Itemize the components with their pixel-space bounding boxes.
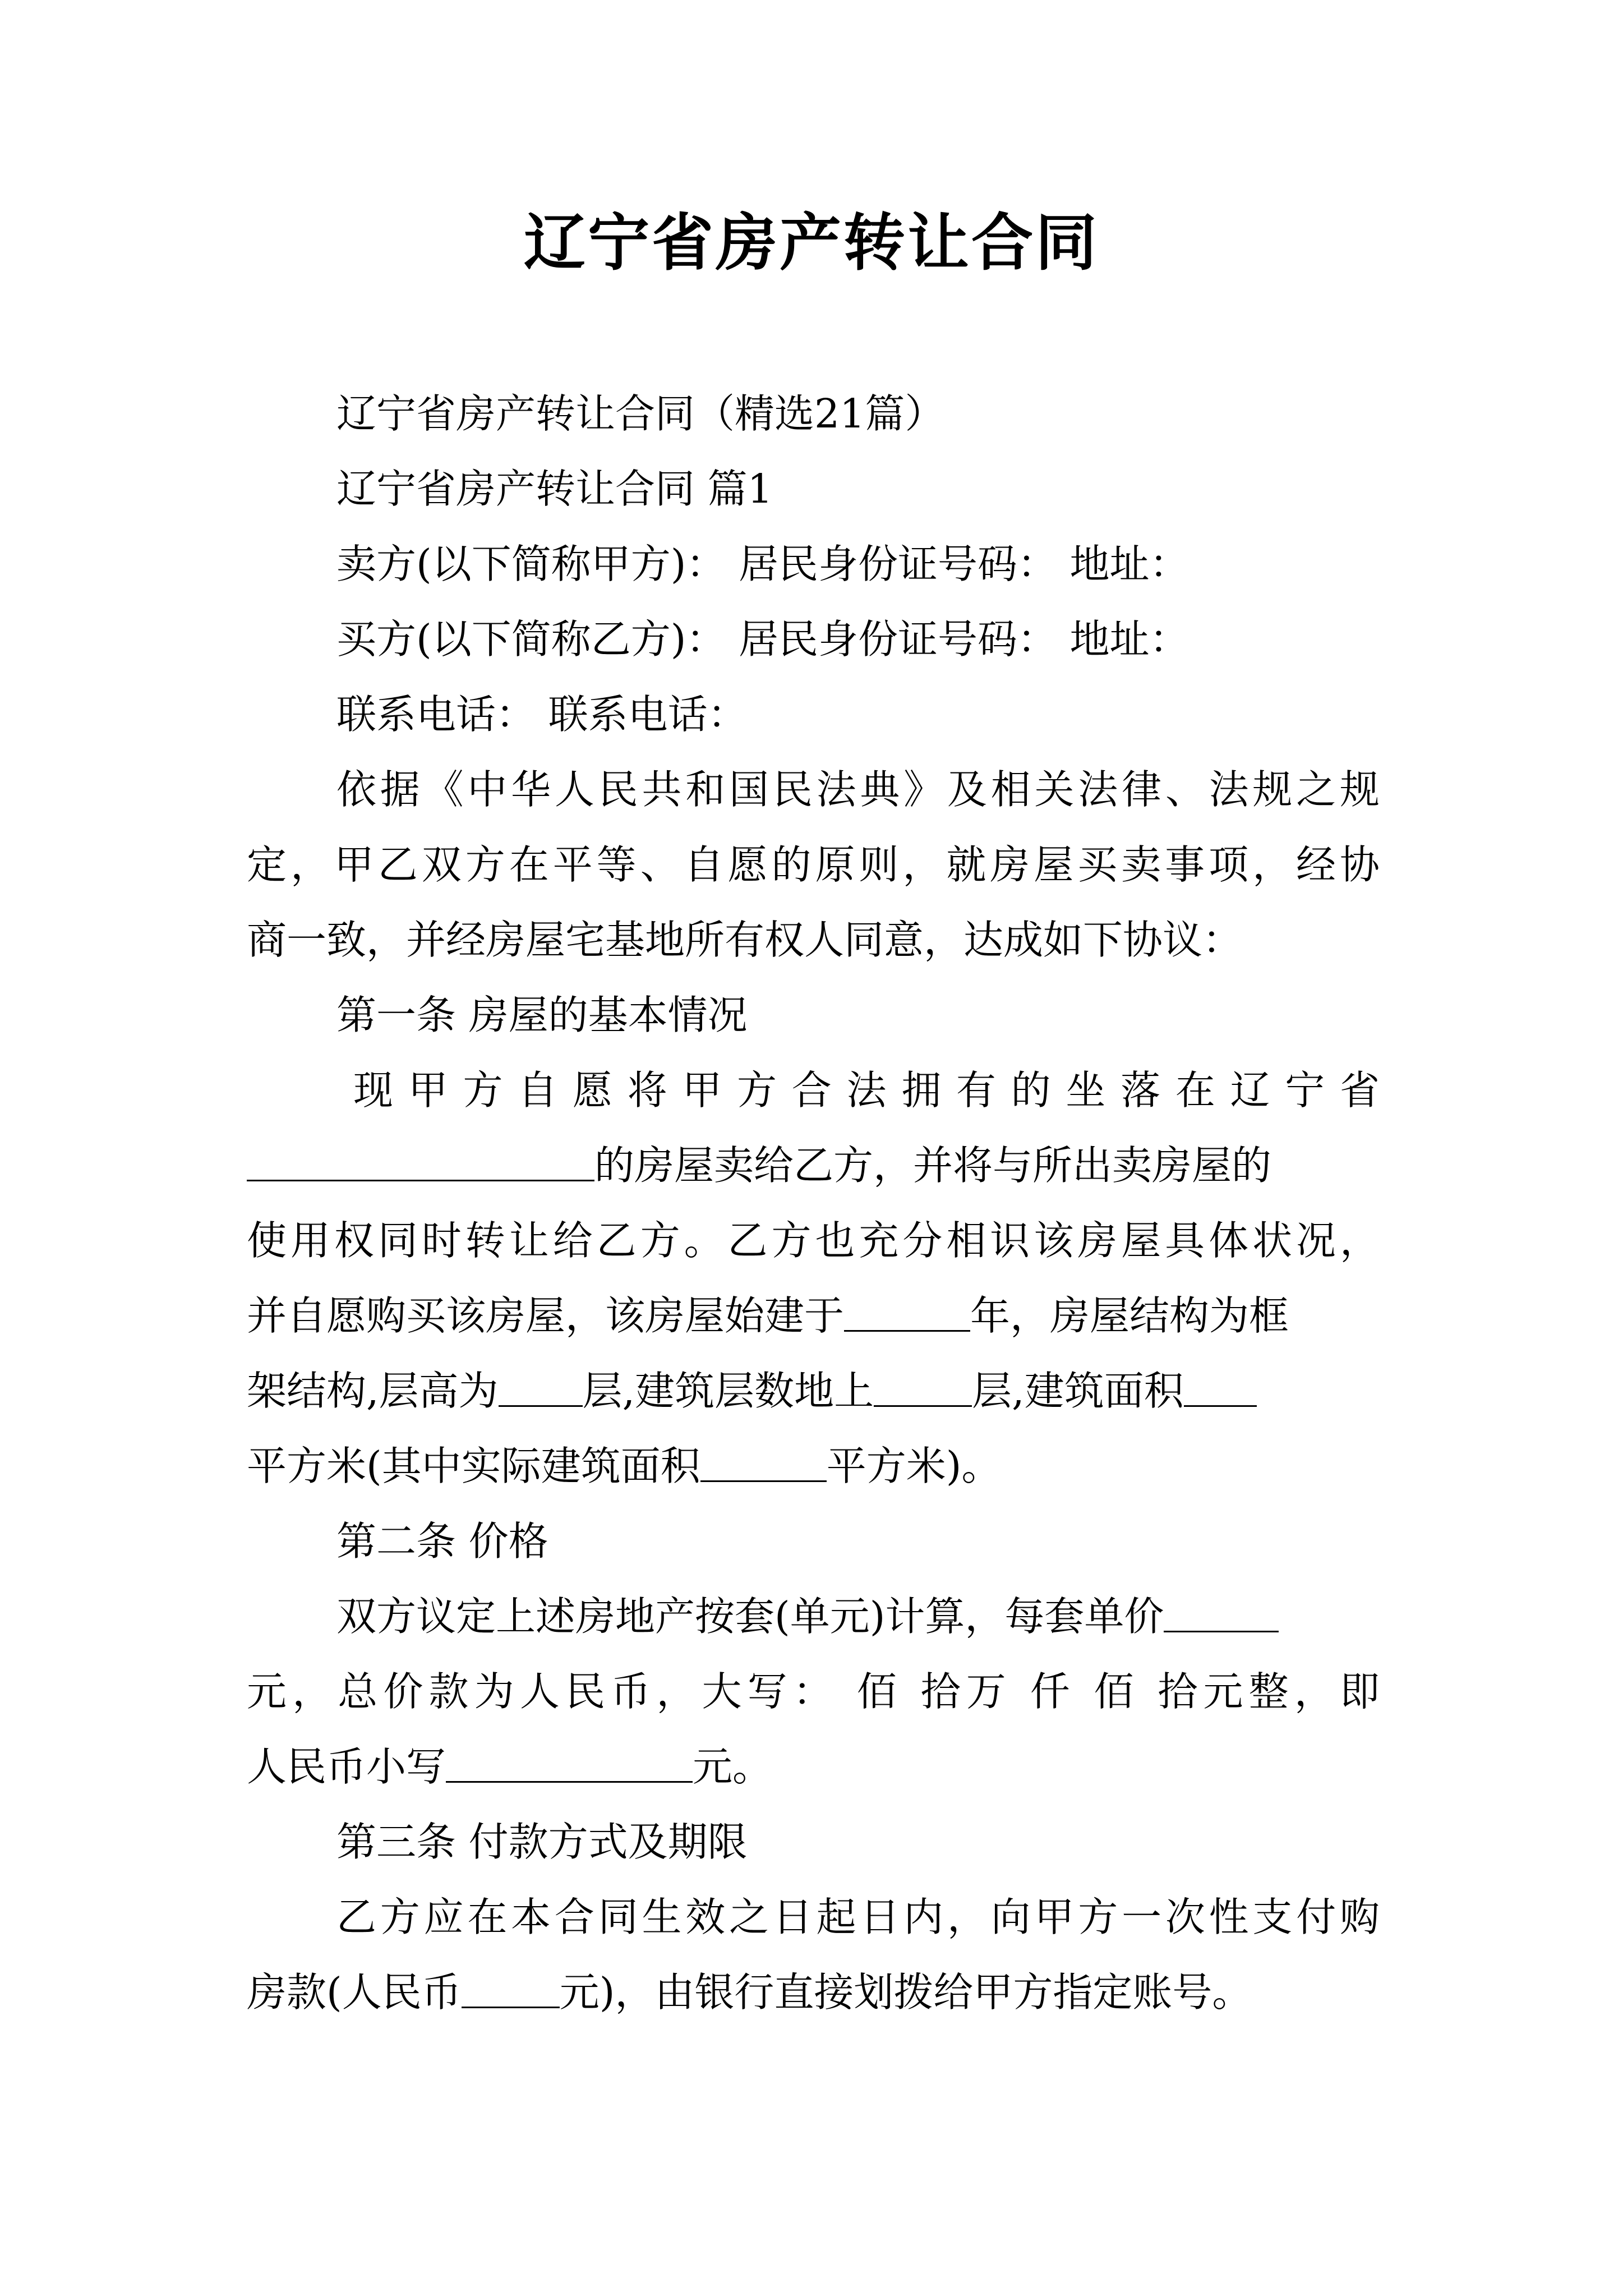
article-2-line <box>336 1589 1380 1645</box>
seller-line: 卖方(以下简称甲方)： 居民身份证号码： 地址： <box>336 541 1189 587</box>
blank-floors-above-ground <box>874 1366 972 1407</box>
basis-paragraph-line: 商一致，并经房屋宅基地所有权人同意，达成如下协议： <box>247 917 1243 963</box>
article-1-text: 年，房屋结构为框 <box>970 1292 1289 1339</box>
article-1-text: 架结构,层高为 <box>247 1368 499 1414</box>
article-1-text: 平方米(其中实际建筑面积 <box>247 1443 700 1489</box>
article-1-line <box>247 1138 1380 1194</box>
blank-floor-height <box>499 1366 583 1407</box>
article-1-line <box>247 1438 1380 1494</box>
blank-actual-area <box>700 1441 827 1482</box>
article-2-text: 人民币小写 <box>247 1743 446 1790</box>
article-1-text: 层,建筑面积 <box>972 1368 1184 1414</box>
article-3-line <box>247 1964 1380 2021</box>
buyer-line: 买方(以下简称乙方)： 居民身份证号码： 地址： <box>336 616 1189 662</box>
article-2-text: 双方议定上述房地产按套(单元)计算，每套单价 <box>336 1593 1164 1640</box>
article-3-line: 乙方应在本合同生效之日起日内，向甲方一次性支付购 <box>336 1894 1380 1940</box>
article-2-line: 元，总价款为人民币，大写： 佰 拾万 仟 佰 拾元整，即 <box>247 1668 1380 1715</box>
article-1-text: 的房屋卖给乙方，并将与所出卖房屋的 <box>594 1142 1272 1189</box>
basis-paragraph-line: 依据《中华人民共和国民法典》及相关法律、法规之规 <box>336 766 1380 813</box>
phone-line: 联系电话： 联系电话： <box>336 691 748 738</box>
article-1-heading: 第一条 房屋的基本情况 <box>336 992 748 1038</box>
article-3-text: 房款(人民币 <box>247 1969 462 2016</box>
article-1-line <box>247 1363 1380 1419</box>
article-1-line <box>247 1288 1380 1344</box>
article-1-text: 平方米)。 <box>826 1443 1002 1489</box>
subtitle: 辽宁省房产转让合同（精选21篇） <box>336 390 945 437</box>
blank-unit-price <box>1164 1591 1279 1632</box>
blank-total-lowercase <box>446 1742 693 1783</box>
article-1-text: 并自愿购买该房屋，该房屋始建于 <box>247 1292 845 1339</box>
blank-build-year <box>844 1291 970 1332</box>
blank-address <box>247 1140 594 1181</box>
article-1-line: 使用权同时转让给乙方。乙方也充分相识该房屋具体状况， <box>247 1217 1380 1264</box>
article-2-heading: 第二条 价格 <box>336 1518 548 1565</box>
article-3-text: 元)，由银行直接划拨给甲方指定账号。 <box>559 1969 1252 2016</box>
article-1-line: 现甲方自愿将甲方合法拥有的坐落在辽宁省 <box>353 1067 1380 1114</box>
blank-payment-amount <box>462 1967 560 2008</box>
document-title: 辽宁省房产转让合同 <box>524 207 1099 279</box>
basis-paragraph-line: 定，甲乙双方在平等、自愿的原则，就房屋买卖事项，经协 <box>247 841 1380 888</box>
article-3-heading: 第三条 付款方式及期限 <box>336 1819 748 1865</box>
article-1-text: 层,建筑层数地上 <box>582 1368 874 1414</box>
article-2-text: 元。 <box>693 1743 773 1790</box>
piece-heading: 辽宁省房产转让合同 篇1 <box>336 466 773 512</box>
blank-building-area <box>1184 1366 1257 1407</box>
article-2-line <box>247 1739 1380 1795</box>
